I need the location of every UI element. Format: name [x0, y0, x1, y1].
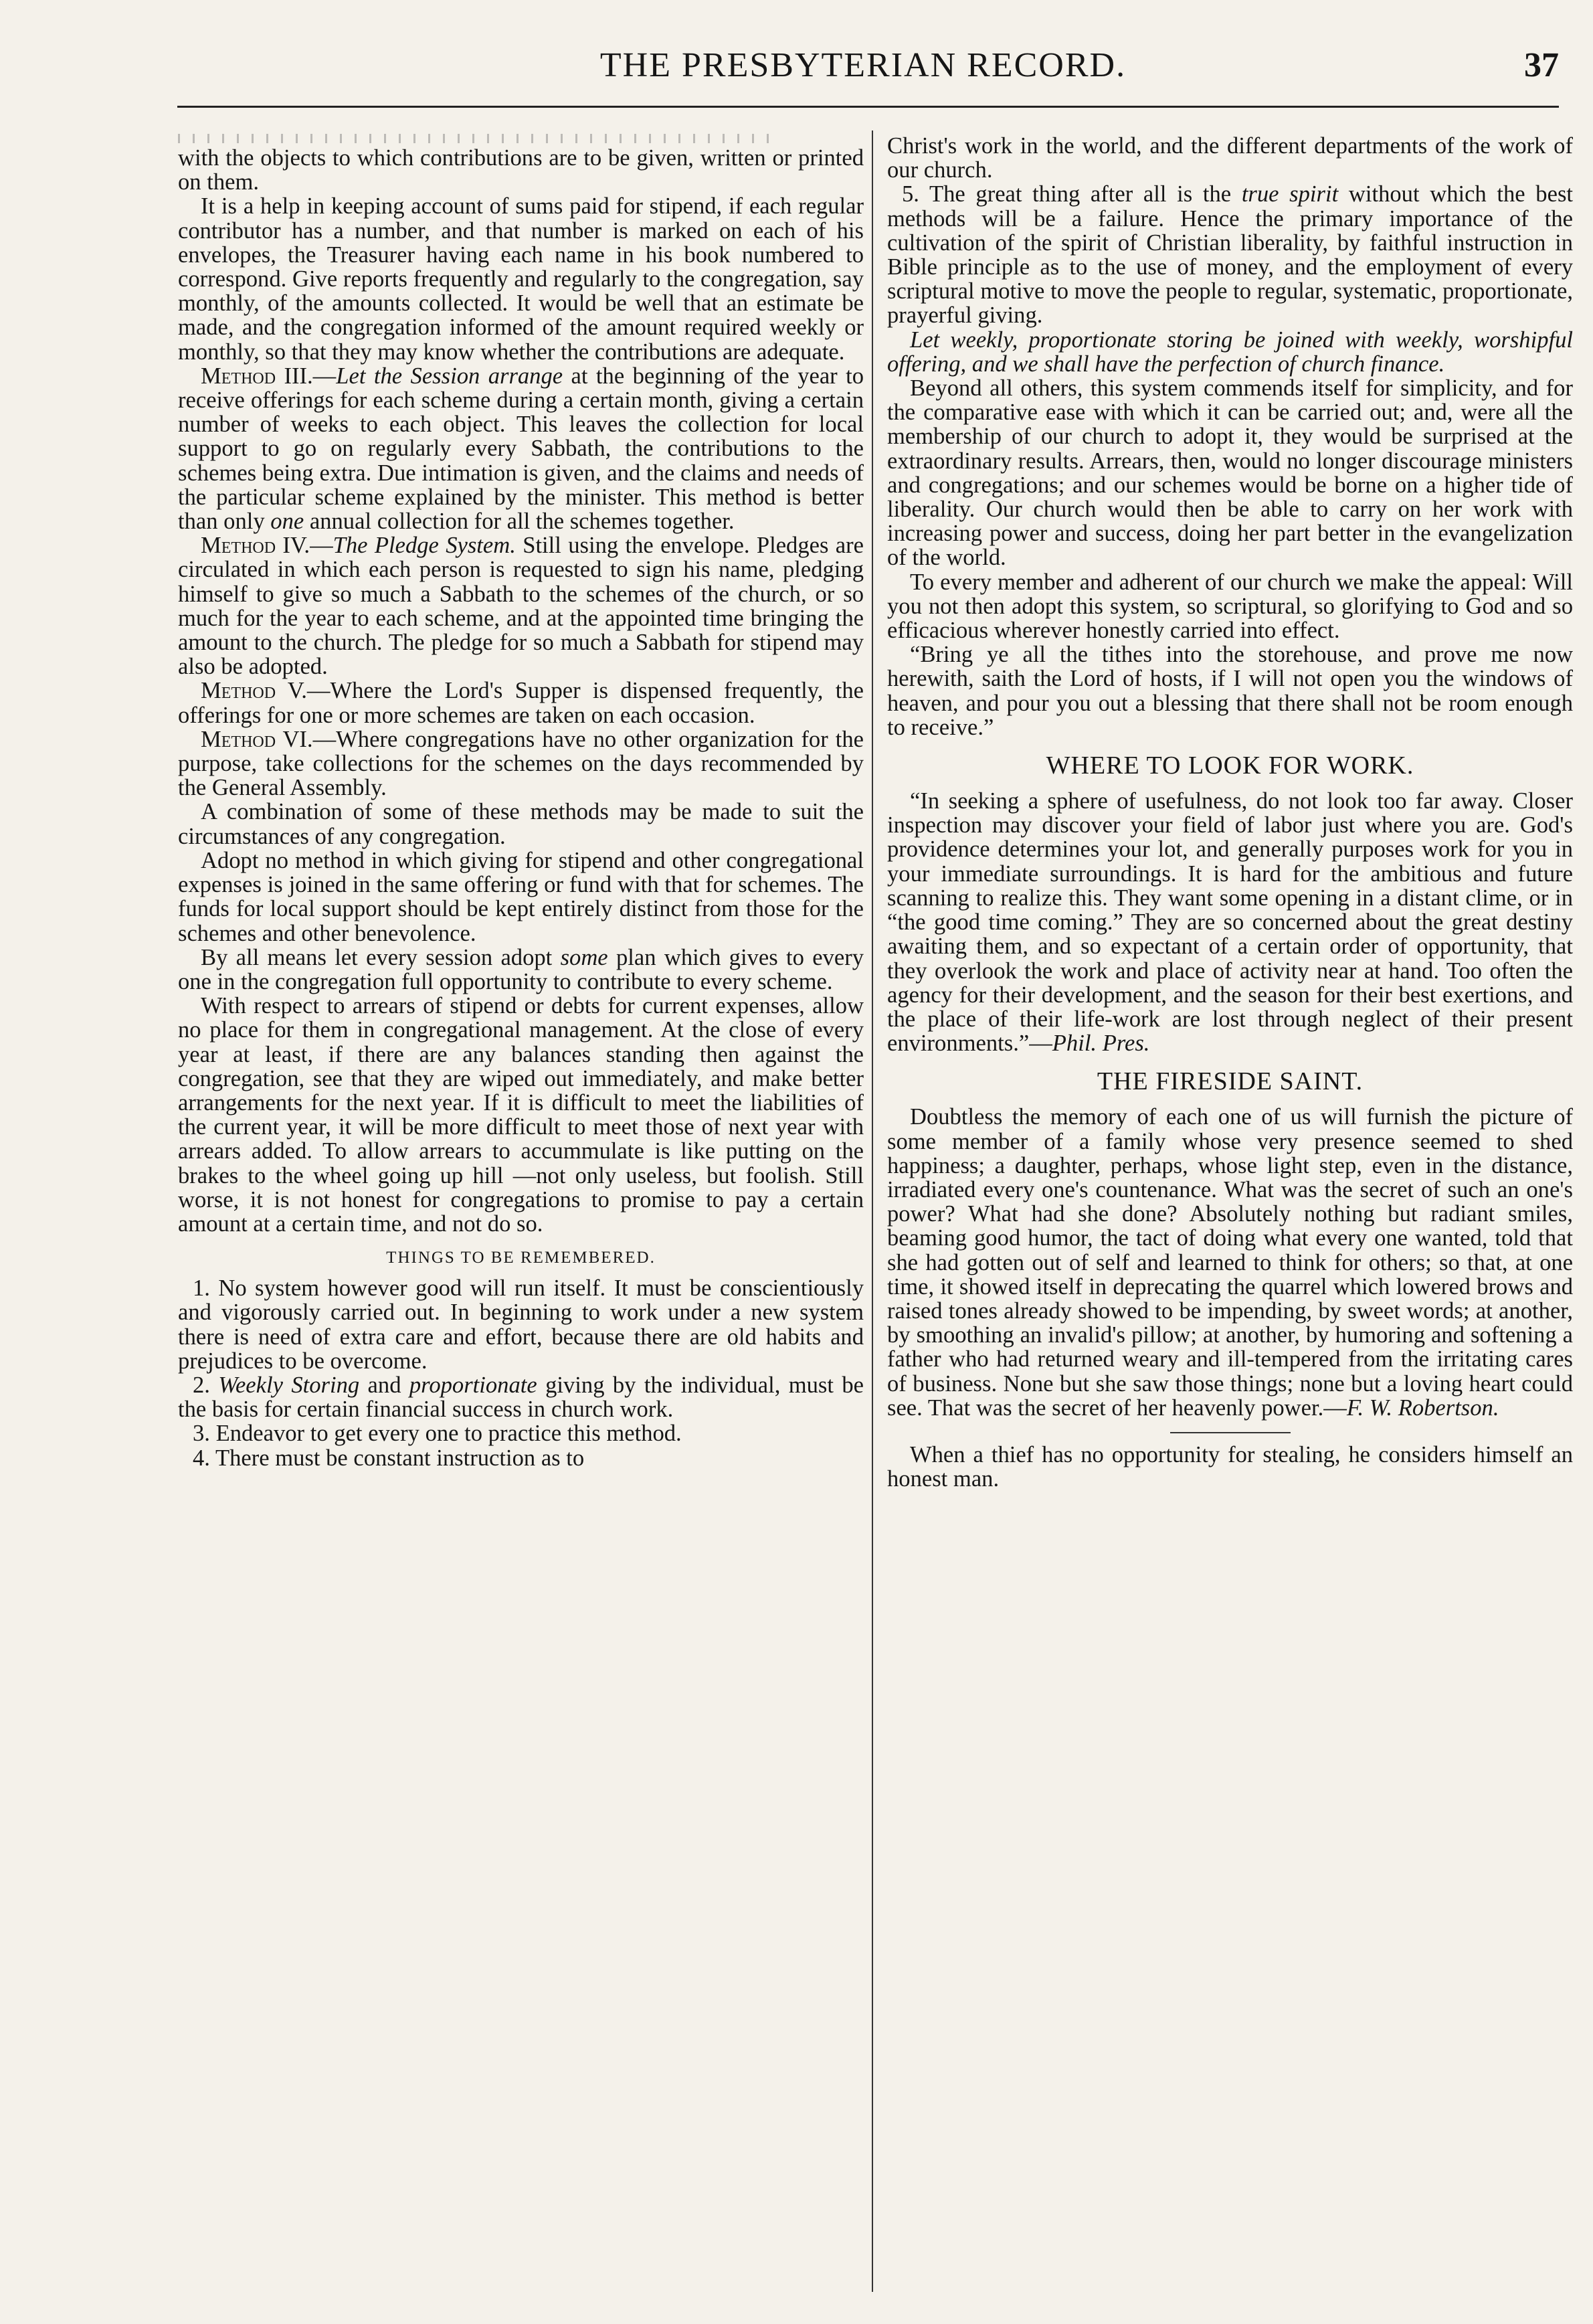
paragraph: A combination of some of these methods may be made to suit the circumstances of any congregation. [178, 799, 864, 849]
paragraph: Method III.—Let the Session arrange at the beginning of the year to receive offerings for each scheme during a certain month, giving a certain number of weeks to each object. This leaves the collection for local support to go on regularly every Sabbath, the contributions to the schemes being extra. Due intimation is given, and the claims and needs of the particular scheme explained by the minister. This method is better than only one annual collection for all the schemes together. [178, 363, 864, 535]
paragraph: 2. Weekly Storing and proportionate giving by the individual, must be the basis for certain financial success in church work. [178, 1372, 864, 1423]
paragraph: with the objects to which contributions are to be given, written or printed on them. [178, 145, 864, 195]
section-heading: WHERE TO LOOK FOR WORK. [1046, 751, 1414, 780]
section-rule [1170, 1432, 1291, 1433]
paragraph: It is a help in keeping account of sums paid for stipend, if each regular contributor has a number, and that number is marked on each of his envelopes, the Treasurer having each name in his book numbered to correspond. Give reports frequently and regularly to the congregation, say monthly, of the amounts collected. It would be well that an estimate be made, and the congregation informed of the amount required weekly or monthly, so that they may know whether the contributions are adequate. [178, 193, 864, 365]
paragraph: Christ's work in the world, and the different departments of the work of our church. [887, 134, 1573, 183]
left-column [178, 134, 864, 2295]
paragraph: 4. There must be constant instruction as to [193, 1445, 585, 1471]
publication-title: THE PRESBYTERIAN RECORD. [599, 46, 1127, 84]
paragraph: To every member and adherent of our church we make the appeal: Will you not then adopt this system, so scriptural, so glorifying to God and so efficacious wherever honestly carried into effect. [887, 569, 1573, 644]
section-heading: THE FIRESIDE SAINT. [1097, 1067, 1364, 1096]
header-rule [177, 106, 1559, 108]
page-number: 37 [1524, 46, 1559, 84]
paragraph: 5. The great thing after all is the true spirit without which the best methods will be a failure. Hence the primary importance of the cultivation of the spirit of Christian liberality, by faithful instruction in Bible principle as to the use of money, and the employment of every scriptural motive to move the people to regular, systematic, proportionate, prayerful giving. [887, 181, 1573, 329]
margin-noise [178, 134, 780, 143]
paragraph: Method V.—Where the Lord's Supper is dispensed frequently, the offerings for one or more schemes are taken on each occasion. [178, 678, 864, 728]
subsection-heading: THINGS TO BE REMEMBERED. [386, 1249, 656, 1267]
right-column [887, 134, 1573, 2295]
paragraph: “Bring ye all the tithes into the storehouse, and prove me now herewith, saith the Lord of hosts, if I will not open you the windows of heaven, and pour you out a blessing that there shall not be room enough to receive.” [887, 642, 1573, 740]
paragraph: With respect to arrears of stipend or debts for current expenses, allow no place for them in congregational management. At the close of every year at least, if there are any balances standing then against the congregation, see that they are wiped out immediately, and make better arrangements for the next year. If it is difficult to meet the liabilities of the current year, it will be more difficult to meet those of next year with arrears added. To allow arrears to accummulate is like putting on the brakes to the wheel going up hill —not only useless, but foolish. Still worse, it is not honest for congregations to promise to pay a certain amount at a certain time, and not do so. [178, 993, 864, 1237]
column-divider [872, 130, 873, 2292]
paragraph: 3. Endeavor to get every one to practice this method. [193, 1421, 682, 1447]
paragraph: By all means let every session adopt some plan which gives to every one in the congregation full opportunity to contribute to every scheme. [178, 944, 864, 994]
paragraph: Method VI.—Where congregations have no other organization for the purpose, take collections for the schemes on the days recommended by the General Assembly. [178, 726, 864, 801]
page-header [167, 39, 1559, 92]
paragraph: Beyond all others, this system commends itself for simplicity, and for the comparative ease with which it can be carried out; and, were all the membership of our church to adopt it, they would be surprised at the extraordinary results. Arrears, then, would no longer discourage ministers and congregations; and our schemes would be borne on a higher tide of liberality. Our church would then be able to carry on her work with increasing power and success, doing her part better in the evangelization of the world. [887, 375, 1573, 571]
paragraph: Doubtless the memory of each one of us will furnish the picture of some member of a family whose very presence seemed to shed happiness; a daughter, perhaps, whose light step, even in the distance, irradiated every one's countenance. What was the secret of such an one's power? What had she done? Absolutely nothing but radiant smiles, beaming good humor, the tact of doing what every one wanted, told that she had gotten out of self and learned to think for others; so that, at one time, it showed itself in deprecating the quarrel which lowered brows and raised tones already showed to be impending, by sweet words; at another, by smoothing an invalid's pillow; at another, by humoring and softening a father who had returned weary and ill-tempered from the irritating cares of business. None but she saw those things; none but a loving heart could see. That was the secret of her heavenly power.—F. W. Robertson. [887, 1104, 1573, 1421]
paragraph: Method IV.—The Pledge System. Still using the envelope. Pledges are circulated in which each person is requested to sign his name, pledging himself to give so much a Sabbath to the schemes of the church, or so much for the year to each scheme, and at the appointed time bringing the amount to the church. The pledge for so much a Sabbath for stipend may also be adopted. [178, 533, 864, 680]
paragraph: 1. No system however good will run itself. It must be conscientiously and vigorously carried out. In beginning to work under a new system there is need of extra care and effort, because there are old habits and prejudices to be overcome. [178, 1275, 864, 1374]
paragraph: Let weekly, proportionate storing be joined with weekly, worshipful offering, and we shall have the perfection of church finance. [887, 327, 1573, 377]
paragraph: Adopt no method in which giving for stipend and other congregational expenses is joined in the same offering or fund with that for schemes. The funds for local support should be kept entirely distinct from those for the schemes and other benevolence. [178, 847, 864, 946]
paragraph: “In seeking a sphere of usefulness, do not look too far away. Closer inspection may discover your field of labor just where you are. God's providence determines your lot, and generally purposes work for you in your immediate surroundings. It is hard for the ambitious and future scanning to realize this. They want some opening in a distant clime, or in “the good time coming.” They are so concerned about the great destiny awaiting them, and so expectant of a certain order of opportunity, that they overlook the work and place of activity near at hand. Too often the agency for their development, and the season for their best exertions, and the place of their life-work are lost through neglect of their present environments.”—Phil. Pres. [887, 788, 1573, 1057]
paragraph: When a thief has no opportunity for stealing, he considers himself an honest man. [887, 1441, 1573, 1492]
